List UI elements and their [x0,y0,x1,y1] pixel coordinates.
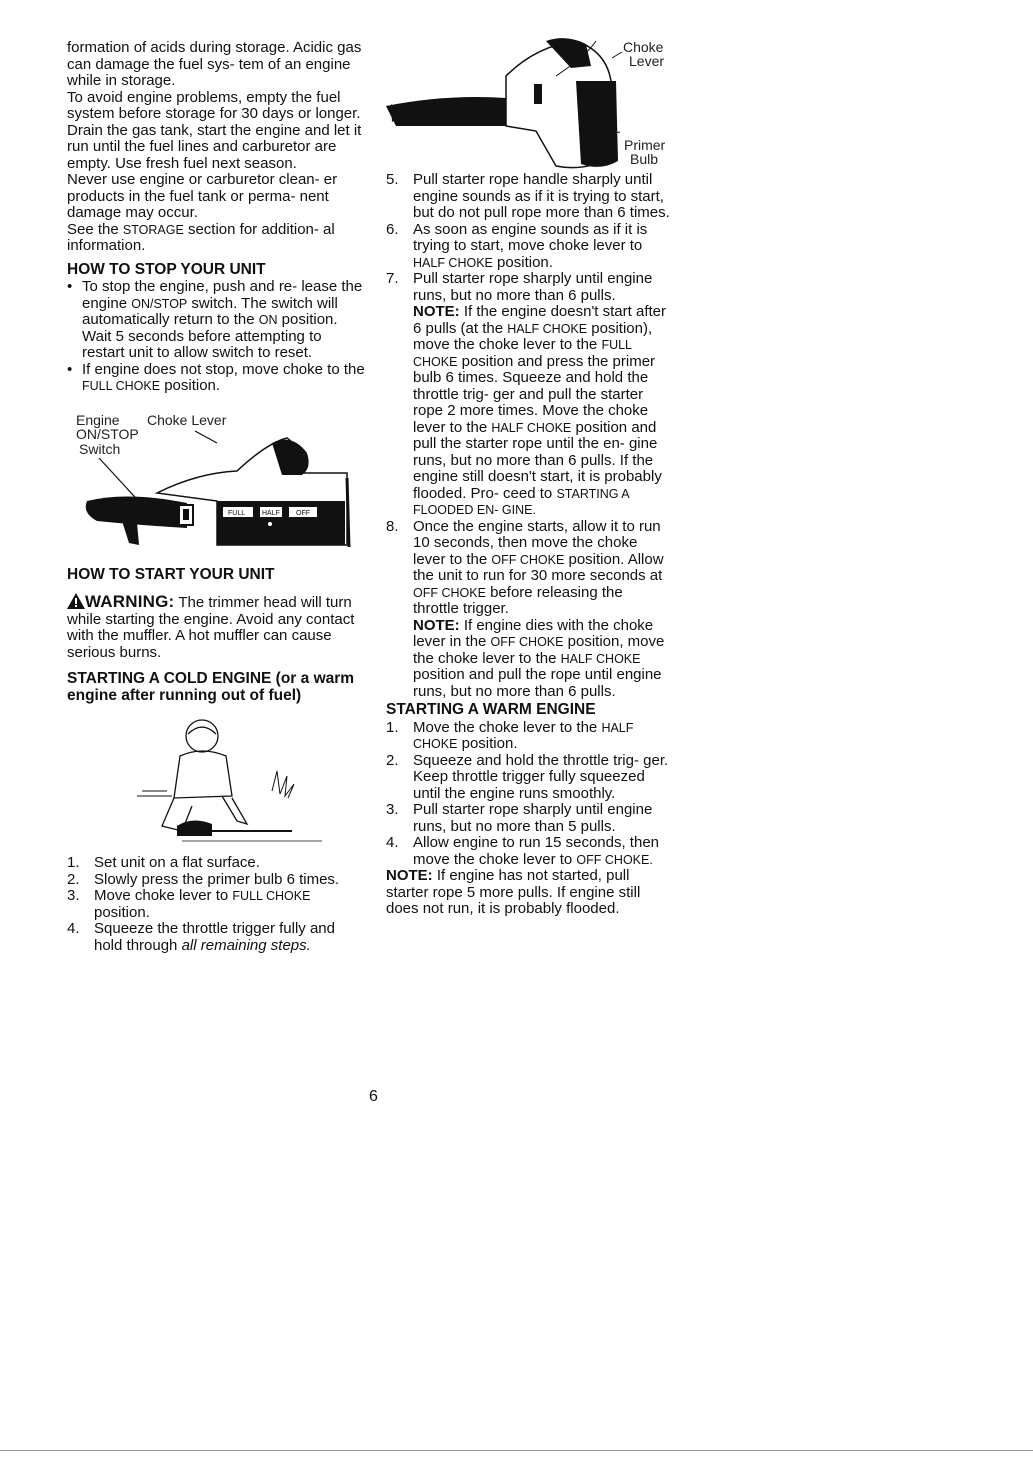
warning-paragraph [67,593,367,661]
warning-triangle-icon [67,593,85,609]
warm-step-2 [386,753,672,803]
operator-starting-figure [67,716,367,851]
start-unit-heading: HOW TO START YOUR UNIT [67,565,275,583]
cold-step-3 [67,888,367,921]
text-run: Allow engine to run 15 seconds, then move the choke lever to [413,834,659,868]
step-number: 3. [67,887,80,904]
storage-section-ref: STORAGE [122,222,184,237]
text-run: position and pull the rope until engine runs, but no more than 6 pulls. [413,666,662,700]
bullet-dot: • [67,278,73,295]
text-run: Slowly press the primer bulb 6 times. [94,870,340,888]
text-run: To stop the engine, push and re- lease the engine [82,278,363,312]
step-number: 1. [67,854,80,871]
text-run: OFF CHOKE [490,635,564,649]
note-label: NOTE: [386,867,433,884]
text-run: If engine does not stop, move choke to the [82,360,365,378]
cold-engine-heading: STARTING A COLD ENGINE (or a warm engine after running out of fuel) [67,670,355,704]
flooded-engine-ref: STARTING A FLOODED EN- GINE. [413,486,629,517]
storage-paragraph-1: formation of acids during storage. Acidic gas can damage the fuel sys- tem of an engine while in storage. [67,39,362,89]
text-run: ON/STOP [131,296,188,311]
text-run: If engine has not started, pull starter rope 5 more pulls. If engine still does not run, it is probably flooded. [386,867,641,917]
text-run: HALF CHOKE [507,321,588,336]
on-stop-label: ON/STOP [76,425,139,442]
emphasis-text: all remaining steps. [181,936,311,954]
text-run: Pull starter rope sharply until engine runs, but no more than 6 pulls. [413,270,653,304]
text-run: position. [457,735,518,752]
step-number: 3. [386,801,399,818]
text-run: position. Allow the unit to run for 30 more seconds at [413,550,664,584]
note-label: NOTE: [413,616,460,634]
bullet-dot: • [67,360,73,378]
step-8-text [413,519,672,618]
text-run: position. [492,253,553,271]
text-run: position. [160,377,221,394]
text-run: OFF CHOKE [413,585,486,600]
text-run: position and press the primer bulb 6 times. Squeeze and hold the throttle trig- ger and pull the starter rope 2 more times. Move the choke lever to the [413,352,656,436]
text-run: Once the engine starts, allow it to run 10 seconds, then move the choke lever to the [413,517,661,568]
step-number: 4. [67,920,80,937]
step-number: 4. [386,834,399,851]
text-run: OFF CHOKE. [576,852,653,867]
right-column [386,40,672,918]
text-run: Squeeze and hold the throttle trig- ger. Keep throttle trigger fully squeezed until the engine runs smoothly. [413,751,669,802]
text-run: position. [94,903,150,921]
choke-primer-illustration [386,36,636,172]
step-number: 2. [386,751,399,769]
text-run: switch. The switch will automatically return to the [82,294,338,328]
step-number: 5. [386,171,399,188]
storage-paragraph-2: To avoid engine problems, empty the fuel system before storage for 30 days or longer. Drain the gas tank, start the engine and let it run until the fuel lines and carburetor are empty. Use fresh fuel next season. [67,88,362,172]
step-7-note [413,304,672,519]
text-run: position, move the choke lever to the [413,633,665,667]
step-number: 7. [386,270,399,287]
text-run: FULL CHOKE [232,889,311,903]
switch-label: Switch [79,440,121,457]
stop-unit-heading: HOW TO STOP YOUR UNIT [67,260,266,278]
text-run: HALF CHOKE [413,720,634,751]
cold-step-5 [386,172,672,222]
page-number: 6 [369,1088,378,1105]
engine-label: Engine [76,411,120,428]
text-run: Move the choke lever to the [413,718,602,736]
half-position-label: HALF [262,509,280,517]
text-run: position), move the choke lever to the [413,319,653,353]
text-run: OFF CHOKE [491,552,565,567]
engine-switch-figure [67,413,367,553]
warning-text: The trimmer head will turn while starting the engine. Avoid any contact with the muffler. A hot muffler can cause serious burns. [67,594,355,661]
full-position-label: FULL [228,509,246,517]
text-run: As soon as engine sounds as if it is trying to start, move choke lever to [413,220,648,254]
note-label: NOTE: [413,303,460,320]
text-run: Move choke lever to [94,887,233,904]
text-run: position and pull the starter rope until the en- gine runs, but no more than 6 pulls. If the engine still doesn't start, it is probably flooded. Pro- ceed to [413,418,662,502]
cold-step-2 [67,872,367,889]
text-run: If engine dies with the choke lever in the [413,616,654,650]
text-run: HALF CHOKE [491,420,572,435]
warm-step-4 [386,835,672,868]
lever-label: Lever [629,53,665,69]
choke-lever-label: Choke Lever [147,411,227,428]
step-number: 6. [386,220,399,238]
stop-bullet-1 [67,279,367,362]
text-run: before releasing the throttle trigger. [413,583,623,617]
cold-step-8 [386,519,672,701]
step-number: 8. [386,517,399,535]
step-8-note [413,618,672,701]
engine-switch-illustration [67,413,357,553]
text-run: If the engine doesn't start after 6 pulls (at the [413,303,666,337]
text-run: Pull starter rope handle sharply until engine sounds as if it is trying to start, but do not pull rope more than 6 times. [413,171,670,221]
step-number: 1. [386,718,399,736]
warm-step-1 [386,720,672,753]
text-run: FULL CHOKE [82,379,161,393]
storage-paragraph-3: Never use engine or carburetor clean- er products in the fuel tank or perma- nent damage may occur. [67,171,338,221]
cold-step-1 [67,855,367,872]
text-run: HALF CHOKE [413,255,493,270]
text-run: section for addition- al information. [67,220,335,254]
operator-illustration [122,716,362,851]
text-run: ON [258,313,278,327]
left-column [67,40,367,954]
storage-paragraph-4 [67,222,367,255]
choke-label: Choke [623,39,664,55]
warning-label: WARNING: [85,592,175,611]
text-run: Pull starter rope sharply until engine runs, but no more than 5 pulls. [413,801,653,835]
cold-step-6 [386,222,672,272]
primer-label: Primer [624,137,666,153]
bottom-rule [0,1450,1033,1451]
text-run: position. Wait 5 seconds before attempting to restart unit to allow switch to reset. [82,311,338,361]
cold-step-4 [67,921,367,954]
text-run: Set unit on a flat surface. [94,854,260,871]
text-run: Squeeze the throttle trigger fully and hold through [94,920,335,954]
cold-step-7 [386,271,672,519]
bulb-label: Bulb [630,151,659,167]
stop-bullet-2 [67,362,367,395]
text-run: HALF CHOKE [560,651,641,666]
choke-primer-figure [386,36,672,172]
warm-final-note [386,868,672,918]
off-position-label: OFF [296,509,310,517]
warm-engine-heading: STARTING A WARM ENGINE [386,701,596,718]
warm-step-3 [386,802,672,835]
step-number: 2. [67,870,80,888]
text-run: FULL CHOKE [413,338,632,369]
text-run: See the [67,220,123,238]
